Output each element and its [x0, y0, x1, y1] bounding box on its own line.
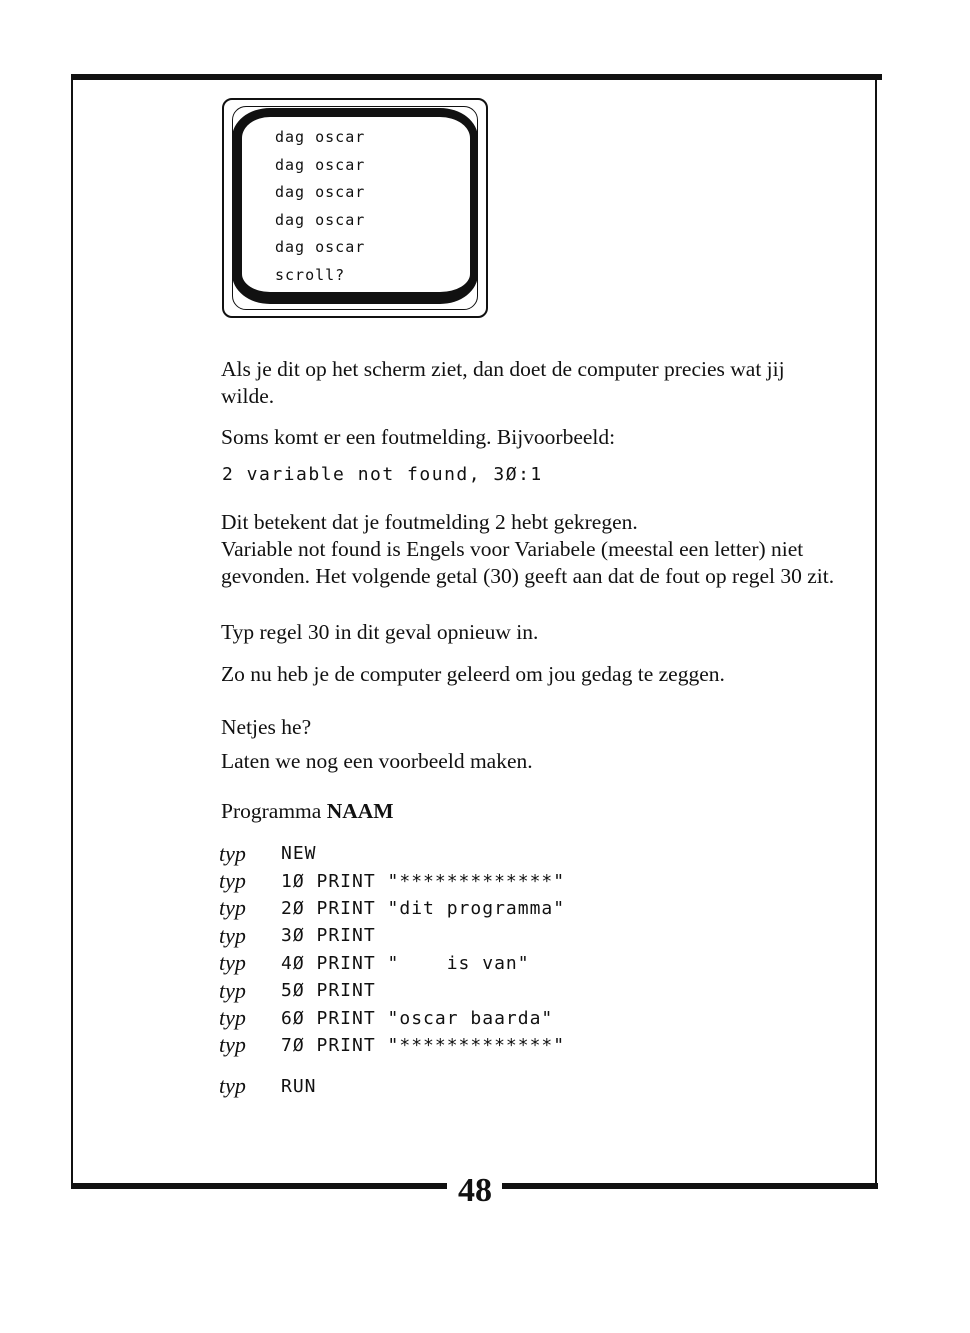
code-line: 5Ø PRINT	[281, 980, 376, 1002]
code-line: 7Ø PRINT "*************"	[281, 1034, 566, 1056]
typ-label: typ	[219, 1005, 246, 1031]
code-row	[219, 922, 565, 949]
typ-label: typ	[219, 868, 246, 894]
code-line: 3Ø PRINT	[281, 925, 376, 947]
code-line: 6Ø PRINT "oscar baarda"	[281, 1007, 554, 1029]
typ-label: typ	[219, 895, 246, 921]
code-line: NEW	[281, 843, 317, 865]
code-row	[219, 1032, 565, 1059]
error-message: 2 variable not found, 3Ø:1	[222, 464, 543, 485]
paragraph-explanation-2: Variable not found is Engels voor Variabele (meestal een letter) niet gevonden. Het volgende getal (30) geeft aan dat de fout op regel 30 zit.	[221, 537, 835, 588]
run-row	[219, 1072, 317, 1100]
screen-output	[275, 124, 365, 289]
code-row	[219, 977, 565, 1004]
program-label: Programma	[221, 799, 327, 823]
paragraph-explanation-1: Dit betekent dat je foutmelding 2 hebt gekregen.	[221, 510, 638, 534]
typ-label: typ	[219, 922, 246, 948]
typ-label: typ	[219, 950, 246, 976]
screen-line: dag oscar	[275, 183, 366, 201]
run-command: RUN	[281, 1075, 317, 1097]
paragraph-conclusion-2: Netjes he?	[221, 715, 312, 739]
program-listing	[219, 840, 565, 1059]
bottom-rule-right	[502, 1183, 878, 1189]
page-number: 48	[458, 1172, 492, 1209]
screen-line: dag oscar	[275, 128, 366, 146]
program-name: NAAM	[326, 799, 394, 823]
code-row	[219, 895, 565, 922]
screen-line: dag oscar	[275, 155, 366, 174]
code-line: 2Ø PRINT "dit programma"	[281, 897, 566, 919]
screen-line: dag oscar	[275, 238, 366, 256]
paragraph-next-example: Laten we nog een voorbeeld maken.	[221, 749, 533, 773]
paragraph-conclusion-1: Zo nu heb je de computer geleerd om jou gedag te zeggen.	[221, 662, 725, 686]
code-row	[219, 950, 565, 977]
paragraph-error-intro: Soms komt er een foutmelding. Bijvoorbeeld:	[221, 425, 616, 449]
bottom-rule-left	[71, 1183, 447, 1189]
typ-label: typ	[219, 977, 246, 1003]
screen-line: scroll?	[275, 265, 346, 284]
typ-label: typ	[219, 1073, 246, 1098]
code-row	[219, 840, 565, 867]
typ-label: typ	[219, 840, 246, 866]
code-line: 1Ø PRINT "*************"	[281, 870, 566, 892]
code-row	[219, 867, 565, 894]
code-row	[219, 1004, 565, 1031]
typ-label: typ	[219, 1032, 246, 1058]
program-heading	[221, 799, 394, 824]
code-line: 4Ø PRINT " is van"	[281, 952, 530, 974]
screen-line: dag oscar	[275, 210, 366, 229]
paragraph-intro: Als je dit op het scherm ziet, dan doet de computer precies wat jij wilde.	[221, 357, 785, 408]
paragraph-explanation-3: Typ regel 30 in dit geval opnieuw in.	[221, 620, 539, 644]
